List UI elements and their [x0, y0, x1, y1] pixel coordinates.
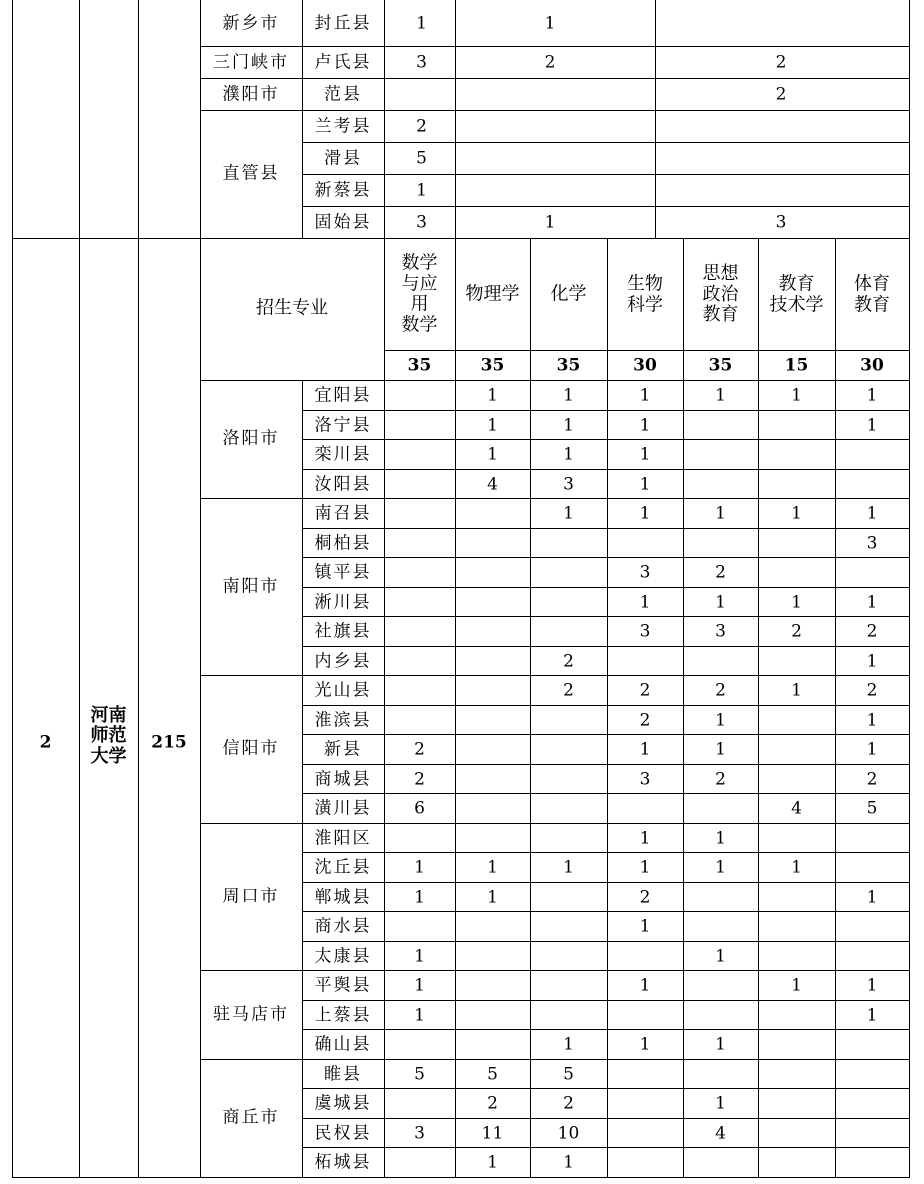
- major-col-divider: [607, 238, 608, 1178]
- row-line: [302, 734, 910, 735]
- quota-cell: 1: [866, 651, 878, 671]
- quota-cell: 1: [715, 828, 726, 848]
- quota-cell: 2: [563, 680, 574, 701]
- top-row-line: [200, 78, 910, 79]
- quota-cell: 2: [775, 52, 787, 73]
- quota-cell: 1: [563, 385, 574, 406]
- quota-cell: 1: [791, 592, 802, 612]
- quota-cell: 1: [866, 975, 878, 996]
- quota-cell: 3: [563, 474, 574, 494]
- quota-cell: 1: [639, 1034, 651, 1055]
- quota-cell: 1: [414, 857, 425, 878]
- major-quota: 35: [480, 355, 505, 376]
- quota-cell: 2: [791, 621, 802, 642]
- top-row-line: [302, 142, 910, 143]
- row-line: [302, 587, 910, 588]
- quota-cell: 3: [639, 621, 651, 642]
- quota-cell: 1: [563, 1152, 574, 1173]
- table-border-bottom: [12, 1177, 910, 1178]
- county-label: 汝阳县: [314, 474, 372, 494]
- city-label: 信阳市: [222, 738, 280, 759]
- quota-cell: 1: [866, 887, 878, 907]
- major-col-divider: [683, 238, 684, 1178]
- row-line: [302, 469, 910, 470]
- quota-cell: 1: [563, 444, 574, 465]
- city-label: 洛阳市: [222, 428, 280, 449]
- group-line: [200, 498, 910, 499]
- county-label: 沈丘县: [314, 857, 372, 878]
- quota-cell: 1: [715, 739, 726, 760]
- quota-cell: 1: [563, 1034, 574, 1055]
- quota-cell: 1: [487, 1152, 498, 1173]
- quota-cell: 5: [563, 1064, 574, 1084]
- county-label: 滑县: [324, 148, 362, 169]
- county-label: 郸城县: [314, 887, 372, 907]
- quota-cell: 1: [791, 975, 802, 996]
- county-label: 淮滨县: [314, 710, 372, 730]
- county-label: 镇平县: [314, 562, 372, 583]
- county-label: 兰考县: [314, 116, 372, 137]
- quota-cell: 1: [866, 503, 878, 524]
- major-name: 思想 政治 教育: [702, 262, 739, 326]
- county-label: 睢县: [324, 1064, 362, 1084]
- quota-cell: 2: [563, 651, 574, 671]
- county-label: 固始县: [314, 212, 372, 233]
- quota-cell: 11: [481, 1123, 504, 1143]
- city-label: 濮阳市: [222, 84, 280, 105]
- county-label: 民权县: [314, 1123, 372, 1143]
- county-label: 栾川县: [314, 444, 372, 465]
- row-line: [302, 439, 910, 440]
- quota-cell: 1: [414, 946, 425, 966]
- quota-cell: 2: [414, 769, 425, 789]
- quota-cell: 1: [639, 857, 651, 878]
- county-label: 潢川县: [314, 798, 372, 819]
- quota-cell: 2: [639, 680, 651, 701]
- col-divider-value-b: [455, 0, 456, 239]
- major-col-divider: [530, 238, 531, 1178]
- row-line: [302, 1088, 910, 1089]
- header-bottom-line: [200, 380, 910, 381]
- county-label: 淮阳区: [314, 828, 372, 848]
- county-label: 光山县: [314, 680, 372, 701]
- county-label: 太康县: [314, 946, 372, 966]
- major-col-divider: [455, 238, 456, 1178]
- quota-cell: 1: [414, 975, 425, 996]
- quota-cell: 6: [414, 798, 425, 819]
- county-label: 上蔡县: [314, 1005, 372, 1025]
- major-quota: 35: [708, 355, 733, 376]
- quota-cell: 10: [557, 1123, 580, 1143]
- major-col-divider: [835, 238, 836, 1178]
- county-label: 淅川县: [314, 592, 372, 612]
- county-label: 内乡县: [314, 651, 372, 671]
- quota-cell: 1: [715, 1034, 726, 1055]
- major-quota: 30: [633, 355, 657, 376]
- quota-cell: 1: [544, 13, 556, 34]
- quota-cell: 1: [639, 916, 651, 937]
- top-row-line: [302, 206, 910, 207]
- total-quota: 215: [151, 732, 187, 752]
- table-border-right: [909, 0, 910, 1178]
- quota-cell: 1: [639, 592, 651, 612]
- quota-cell: 1: [639, 503, 651, 524]
- top-row-line: [200, 46, 910, 47]
- major-quota: 35: [556, 355, 581, 376]
- quota-cell: 4: [487, 474, 498, 494]
- major-quota: 30: [860, 355, 884, 376]
- quota-cell: 1: [544, 212, 556, 233]
- city-label: 三门峡市: [213, 52, 289, 73]
- county-label: 新蔡县: [314, 180, 372, 201]
- quota-cell: 1: [487, 444, 498, 465]
- group-line: [200, 823, 910, 824]
- quota-cell: 4: [715, 1123, 726, 1143]
- row-line: [302, 557, 910, 558]
- row-line: [302, 911, 910, 912]
- quota-cell: 2: [416, 116, 427, 137]
- quota-cell: 1: [715, 503, 726, 524]
- quota-cell: 1: [487, 415, 498, 435]
- city-label: 商丘市: [222, 1107, 280, 1128]
- quota-cell: 1: [715, 1093, 726, 1114]
- quota-cell: 2: [544, 52, 556, 73]
- row-index: 2: [39, 732, 52, 752]
- county-label: 宜阳县: [314, 385, 372, 406]
- row-line: [302, 410, 910, 411]
- row-line: [302, 616, 910, 617]
- quota-cell: 2: [866, 769, 878, 789]
- quota-cell: 2: [414, 739, 425, 760]
- quota-cell: 3: [416, 212, 427, 233]
- row-line: [302, 1029, 910, 1030]
- quota-cell: 1: [866, 710, 878, 730]
- county-label: 社旗县: [314, 621, 372, 642]
- major-quota: 35: [407, 355, 432, 376]
- quota-cell: 1: [639, 739, 651, 760]
- row-line: [302, 764, 910, 765]
- quota-cell: 1: [715, 857, 726, 878]
- county-label: 商城县: [314, 769, 372, 789]
- col-divider-value-c: [655, 0, 656, 239]
- group-line: [200, 675, 910, 676]
- section-divider-line: [12, 238, 910, 239]
- quota-cell: 1: [414, 1005, 425, 1025]
- quota-cell: 2: [563, 1093, 574, 1114]
- major-quota: 15: [784, 355, 809, 376]
- quota-cell: 1: [639, 415, 651, 435]
- quota-cell: 2: [866, 680, 878, 701]
- quota-cell: 5: [414, 1064, 425, 1084]
- row-line: [302, 528, 910, 529]
- quota-cell: 2: [639, 710, 651, 730]
- group-line: [200, 970, 910, 971]
- enrollment-major-header: 招生专业: [256, 297, 328, 319]
- col-divider-total: [200, 0, 201, 1178]
- row-line: [302, 1147, 910, 1148]
- quota-cell: 1: [866, 1005, 878, 1025]
- city-label: 直管县: [222, 163, 280, 184]
- quota-cell: 1: [639, 444, 651, 465]
- quota-cell: 1: [416, 13, 427, 34]
- county-label: 南召县: [314, 503, 372, 524]
- quota-cell: 1: [639, 828, 651, 848]
- col-divider-index: [79, 0, 80, 1178]
- quota-cell: 3: [639, 769, 651, 789]
- quota-cell: 5: [487, 1064, 498, 1084]
- county-label: 范县: [324, 84, 362, 105]
- university-name: 河南 师范 大学: [90, 704, 127, 767]
- quota-cell: 1: [715, 385, 726, 406]
- quota-cell: 3: [414, 1123, 425, 1143]
- quota-cell: 3: [866, 533, 878, 553]
- quota-cell: 2: [775, 84, 787, 105]
- quota-cell: 5: [866, 798, 878, 819]
- col-divider-value-a: [384, 0, 385, 239]
- quota-cell: 1: [414, 887, 425, 907]
- quota-cell: 1: [715, 710, 726, 730]
- quota-cell: 1: [563, 503, 574, 524]
- quota-cell: 1: [866, 385, 878, 406]
- quota-cell: 1: [791, 503, 802, 524]
- quota-cell: 1: [866, 739, 878, 760]
- row-line: [302, 705, 910, 706]
- top-row-line: [302, 174, 910, 175]
- quota-cell: 1: [563, 415, 574, 435]
- group-line: [200, 1059, 910, 1060]
- row-line: [302, 1000, 910, 1001]
- quota-cell: 2: [487, 1093, 498, 1114]
- quota-cell: 1: [791, 857, 802, 878]
- quota-cell: 2: [715, 680, 726, 701]
- col-divider-county: [302, 0, 303, 239]
- quota-cell: 1: [563, 857, 574, 878]
- major-name: 教育 技术学: [769, 273, 824, 315]
- county-label: 封丘县: [314, 13, 372, 34]
- county-label: 商水县: [314, 916, 372, 937]
- quota-cell: 1: [487, 857, 498, 878]
- quota-cell: 1: [715, 592, 726, 612]
- quota-cell: 2: [639, 887, 651, 907]
- quota-cell: 2: [715, 562, 726, 583]
- city-label: 南阳市: [222, 576, 280, 596]
- major-name: 生物 科学: [627, 273, 663, 315]
- row-line: [302, 852, 910, 853]
- quota-cell: 3: [775, 212, 787, 233]
- county-label: 卢氏县: [314, 52, 372, 73]
- major-col-divider: [758, 238, 759, 1178]
- row-line: [302, 941, 910, 942]
- row-line: [302, 646, 910, 647]
- county-label: 确山县: [314, 1034, 372, 1055]
- table-border-left: [12, 0, 13, 1178]
- quota-row-line: [384, 350, 910, 351]
- row-line: [302, 882, 910, 883]
- quota-cell: 1: [791, 680, 802, 701]
- quota-cell: 1: [639, 975, 651, 996]
- city-label: 新乡市: [222, 13, 280, 34]
- quota-cell: 1: [416, 180, 427, 201]
- county-label: 虞城县: [314, 1093, 372, 1114]
- top-row-line: [200, 110, 910, 111]
- quota-cell: 1: [791, 385, 802, 406]
- quota-cell: 1: [866, 592, 878, 612]
- quota-cell: 5: [416, 148, 427, 169]
- quota-cell: 2: [866, 621, 878, 642]
- major-name: 物理学: [465, 283, 520, 305]
- quota-cell: 1: [487, 887, 498, 907]
- city-label: 周口市: [222, 886, 280, 906]
- county-label: 新县: [324, 739, 362, 760]
- major-col-divider: [384, 238, 385, 1178]
- quota-cell: 4: [791, 798, 802, 819]
- county-label: 平舆县: [314, 975, 372, 996]
- quota-cell: 1: [715, 946, 726, 966]
- row-line: [302, 793, 910, 794]
- col-divider-university: [138, 0, 139, 1178]
- quota-cell: 3: [639, 562, 651, 583]
- row-line: [302, 1118, 910, 1119]
- county-label: 洛宁县: [314, 415, 372, 435]
- county-label: 桐柏县: [314, 533, 372, 553]
- quota-cell: 2: [715, 769, 726, 789]
- city-label: 驻马店市: [213, 1004, 289, 1024]
- major-name: 化学: [550, 283, 587, 305]
- quota-cell: 1: [639, 474, 651, 494]
- major-name: 数学 与应 用 数学: [401, 252, 438, 336]
- quota-cell: 1: [639, 385, 651, 406]
- quota-cell: 3: [715, 621, 726, 642]
- quota-cell: 1: [866, 415, 878, 435]
- quota-cell: 1: [487, 385, 498, 406]
- quota-cell: 3: [416, 52, 427, 73]
- county-label: 柘城县: [314, 1152, 372, 1173]
- major-name: 体育 教育: [854, 273, 890, 315]
